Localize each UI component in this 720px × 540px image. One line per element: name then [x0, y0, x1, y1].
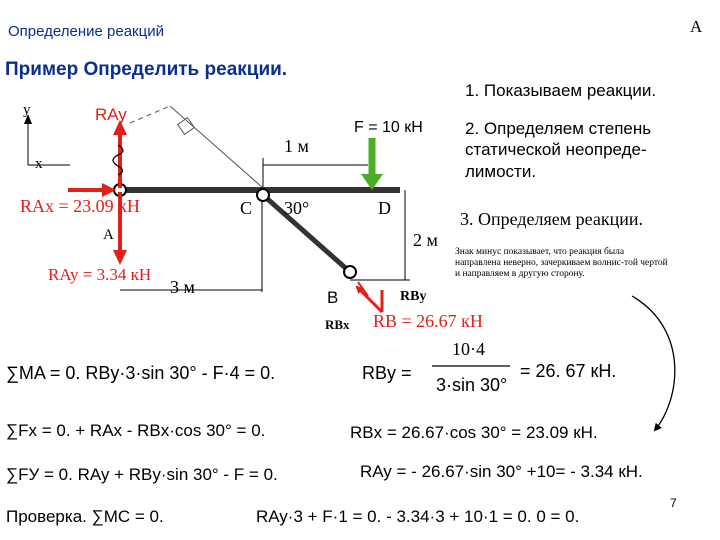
- equation-sum-Fy: ∑FУ = 0. RAy + RBy·sin 30° - F = 0.: [6, 465, 278, 484]
- equation-RBy-denominator: 3·sin 30°: [436, 375, 508, 395]
- dashed-guide-left: [130, 106, 170, 123]
- equation-RBx-result: RBx = 26.67·cos 30° = 23.09 кН.: [350, 423, 598, 442]
- label-RBy: RBy: [400, 289, 427, 304]
- label-force-F: F = 10 кН: [354, 119, 423, 136]
- label-B: B: [327, 288, 339, 307]
- slide-header-title: Определение реакций: [8, 23, 164, 40]
- equation-RBy-lhs: RBy =: [362, 363, 412, 383]
- curved-pointer-arrow: [632, 296, 675, 430]
- label-A: A: [103, 227, 114, 243]
- label-RB-value: RB = 26.67 кН: [373, 311, 483, 331]
- label-dim-3m: 3 м: [170, 277, 195, 297]
- reaction-RBy-arrow: [357, 287, 382, 312]
- label-RAy: RAy: [95, 105, 127, 124]
- example-title: Пример Определить реакции.: [5, 59, 288, 80]
- page-number: 7: [670, 496, 677, 510]
- hinge-B: [344, 266, 356, 278]
- step-1: 1. Показываем реакции.: [465, 81, 657, 100]
- label-dim-2m: 2 м: [413, 230, 438, 250]
- label-C: C: [240, 198, 253, 218]
- label-dim-1m: 1 м: [284, 136, 309, 156]
- note-text: Знак минус показывает, что реакция была направлена неверно, зачеркиваем волнис-той чертой и направляем в другую сторону.: [455, 247, 668, 279]
- equation-RBy-result: = 26. 67 кН.: [520, 361, 617, 381]
- label-RBx: RBx: [325, 317, 350, 332]
- equation-sum-Fx: ∑Fx = 0. + RAx - RBx·cos 30° = 0.: [6, 421, 266, 440]
- check-expression: RAy·3 + F·1 = 0. - 3.34·3 + 10·1 = 0. 0 = 0.: [256, 507, 580, 526]
- label-angle-30: 30°: [284, 198, 310, 218]
- step-3: 3. Определяем реакции.: [460, 209, 644, 229]
- axis-x-label: x: [35, 156, 43, 172]
- equation-moment-A: ∑MA = 0. RBy·3·sin 30° - F·4 = 0.: [6, 363, 276, 383]
- hinge-C: [257, 189, 269, 201]
- coordinate-axes: [24, 114, 70, 165]
- equation-RBy-numerator: 10·4: [452, 339, 485, 359]
- axis-y-label: y: [23, 102, 31, 118]
- dashed-guide-from-C: [170, 106, 263, 188]
- check-label: Проверка. ∑MC = 0.: [6, 507, 164, 526]
- label-RAy-value: RAy = 3.34 кН: [48, 265, 152, 284]
- label-D: D: [378, 198, 391, 218]
- label-RAx-value: RAx = 23.09 кН: [20, 196, 140, 216]
- corner-letter: А: [690, 17, 703, 36]
- equation-RAy-result: RAy = - 26.67·sin 30° +10= - 3.34 кН.: [360, 462, 643, 481]
- step-2: 2. Определяем степень статической неопреде-лимости.: [465, 119, 652, 181]
